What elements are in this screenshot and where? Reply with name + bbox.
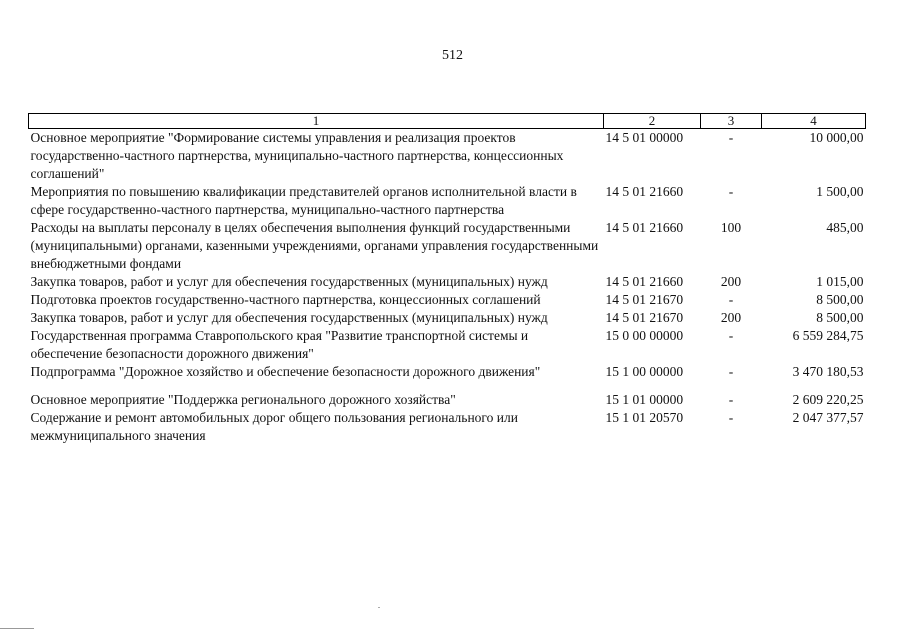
row-sum: 485,00: [826, 220, 864, 235]
table-row: [29, 391, 866, 409]
row-code: 15 1 01 00000: [605, 392, 684, 407]
column-header-expense-type: 3: [701, 114, 762, 129]
row-code: 15 1 01 20570: [605, 410, 684, 425]
page-number: 512: [442, 48, 463, 63]
table-row: [29, 327, 866, 363]
row-expense-type: -: [728, 184, 734, 199]
row-expense-type: 100: [720, 220, 742, 235]
row-sum: 1 500,00: [816, 184, 864, 199]
row-name: Закупка товаров, работ и услуг для обеспечения государственных (муниципальных) нужд: [30, 274, 548, 289]
row-code: 14 5 01 21660: [605, 184, 684, 199]
table-row: [29, 309, 866, 327]
table-row: [29, 273, 866, 291]
row-sum: 6 559 284,75: [792, 328, 864, 343]
table-row: [29, 363, 866, 381]
row-code: 14 5 01 21670: [605, 310, 684, 325]
row-sum: 10 000,00: [809, 130, 864, 145]
table-row: [29, 183, 866, 219]
table-row: [29, 219, 866, 273]
row-name: Расходы на выплаты персоналу в целях обеспечения выполнения функций государственными (муниципальными) органами, казенными учреждениями, органами управления государственными внебюджетными фондами: [30, 220, 599, 271]
row-expense-type: -: [728, 130, 734, 145]
scan-artifact-dot: [378, 607, 380, 608]
row-code: 14 5 01 21660: [605, 274, 684, 289]
row-sum: 2 609 220,25: [792, 392, 864, 407]
row-sum: 8 500,00: [816, 292, 864, 307]
row-name: Закупка товаров, работ и услуг для обеспечения государственных (муниципальных) нужд: [30, 310, 548, 325]
row-code: 14 5 01 00000: [605, 130, 684, 145]
row-name: Подготовка проектов государственно-частного партнерства, концессионных соглашений: [30, 292, 541, 307]
row-expense-type: -: [728, 410, 734, 425]
row-code: 14 5 01 21660: [605, 220, 684, 235]
row-code: 14 5 01 21670: [605, 292, 684, 307]
row-code: 15 0 00 00000: [605, 328, 684, 343]
row-code: 15 1 00 00000: [605, 364, 684, 379]
column-header-code: 2: [604, 114, 701, 129]
row-expense-type: 200: [720, 310, 742, 325]
row-expense-type: -: [728, 364, 734, 379]
row-expense-type: -: [728, 328, 734, 343]
table-row: [29, 129, 866, 184]
row-name: Основное мероприятие "Формирование системы управления и реализация проектов государственно-частного партнерства, муниципально-частного партнерства, концессионных соглашений": [30, 130, 564, 181]
table-spacer-cell: [29, 381, 866, 391]
row-name: Подпрограмма "Дорожное хозяйство и обеспечение безопасности дорожного движения": [30, 364, 541, 379]
row-sum: 1 015,00: [816, 274, 864, 289]
row-expense-type: -: [728, 292, 734, 307]
table-spacer-row: [29, 381, 866, 391]
row-name: Основное мероприятие "Поддержка регионального дорожного хозяйства": [30, 392, 456, 407]
row-sum: 2 047 377,57: [792, 410, 864, 425]
row-name: Содержание и ремонт автомобильных дорог общего пользования регионального или межмуниципального значения: [30, 410, 518, 443]
scan-artifact-line: [0, 628, 34, 629]
row-sum: 3 470 180,53: [792, 364, 864, 379]
row-expense-type: 200: [720, 274, 742, 289]
column-header-name: 1: [29, 114, 604, 129]
column-header-sum: 4: [762, 114, 866, 129]
table-header-row: [29, 114, 866, 129]
row-expense-type: -: [728, 392, 734, 407]
table-row: [29, 291, 866, 309]
table-row: [29, 409, 866, 445]
budget-table: [28, 113, 866, 445]
row-sum: 8 500,00: [816, 310, 864, 325]
row-name: Государственная программа Ставропольского края "Развитие транспортной системы и обеспечение безопасности дорожного движения": [30, 328, 529, 361]
row-name: Мероприятия по повышению квалификации представителей органов исполнительной власти в сфере государственно-частного партнерства, муниципально-частного партнерства: [30, 184, 577, 217]
